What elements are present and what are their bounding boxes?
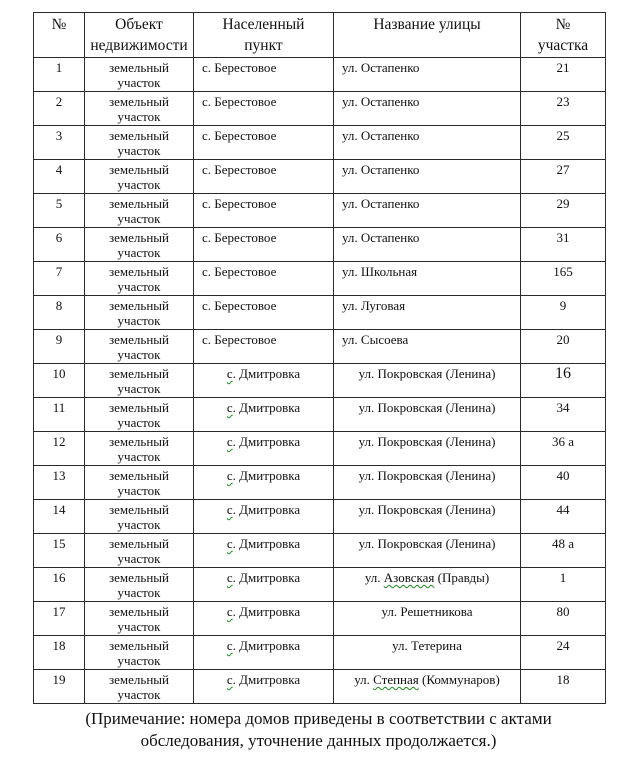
cell-street: ул. Покровская (Ленина) bbox=[334, 398, 521, 432]
table-row bbox=[34, 568, 606, 602]
spellcheck-underline: с bbox=[226, 672, 233, 687]
cell-object: земельный участок bbox=[85, 92, 194, 126]
cell-settlement: с. Дмитровка bbox=[194, 466, 334, 500]
table-row bbox=[34, 670, 606, 704]
spellcheck-underline: с bbox=[226, 604, 233, 619]
spellcheck-underline: с bbox=[226, 400, 233, 415]
cell-settlement: с. Берестовое bbox=[194, 262, 334, 296]
column-header-object: Объект недвижимости bbox=[85, 13, 194, 58]
cell-object: земельный участок bbox=[85, 568, 194, 602]
cell-settlement: с. Дмитровка bbox=[194, 670, 334, 704]
cell-object: земельный участок bbox=[85, 466, 194, 500]
cell-settlement: с. Дмитровка bbox=[194, 534, 334, 568]
column-header-plot: № участка bbox=[521, 13, 606, 58]
cell-plot: 44 bbox=[521, 500, 606, 534]
cell-settlement: с. Дмитровка bbox=[194, 568, 334, 602]
footnote-line-1: (Примечание: номера домов приведены в соответствии с актами bbox=[85, 709, 552, 728]
table-row bbox=[34, 126, 606, 160]
cell-number: 2 bbox=[34, 92, 85, 126]
cell-plot: 48 а bbox=[521, 534, 606, 568]
cell-street: ул. Тетерина bbox=[334, 636, 521, 670]
table-row bbox=[34, 228, 606, 262]
cell-number: 16 bbox=[34, 568, 85, 602]
cell-object: земельный участок bbox=[85, 330, 194, 364]
table-row bbox=[34, 602, 606, 636]
cell-plot: 24 bbox=[521, 636, 606, 670]
cell-street: ул. Покровская (Ленина) bbox=[334, 534, 521, 568]
table-row bbox=[34, 330, 606, 364]
cell-object: земельный участок bbox=[85, 398, 194, 432]
table-row bbox=[34, 636, 606, 670]
cell-settlement: с. Дмитровка bbox=[194, 636, 334, 670]
column-header-number: № bbox=[34, 13, 85, 58]
cell-object: земельный участок bbox=[85, 364, 194, 398]
cell-plot: 29 bbox=[521, 194, 606, 228]
cell-plot: 27 bbox=[521, 160, 606, 194]
cell-number: 9 bbox=[34, 330, 85, 364]
cell-number: 12 bbox=[34, 432, 85, 466]
cell-plot: 80 bbox=[521, 602, 606, 636]
cell-object: земельный участок bbox=[85, 126, 194, 160]
cell-plot: 34 bbox=[521, 398, 606, 432]
cell-object: земельный участок bbox=[85, 670, 194, 704]
cell-number: 15 bbox=[34, 534, 85, 568]
cell-street: ул. Остапенко bbox=[334, 160, 521, 194]
cell-settlement: с. Берестовое bbox=[194, 58, 334, 92]
cell-street: ул. Остапенко bbox=[334, 92, 521, 126]
cell-object: земельный участок bbox=[85, 262, 194, 296]
cell-street: ул. Остапенко bbox=[334, 194, 521, 228]
cell-plot: 23 bbox=[521, 92, 606, 126]
cell-plot: 31 bbox=[521, 228, 606, 262]
cell-street: ул. Остапенко bbox=[334, 58, 521, 92]
table-row bbox=[34, 398, 606, 432]
cell-plot: 25 bbox=[521, 126, 606, 160]
cell-street: ул. Степная (Коммунаров) bbox=[334, 670, 521, 704]
cell-street: ул. Сысоева bbox=[334, 330, 521, 364]
column-header-settlement: Населенный пункт bbox=[194, 13, 334, 58]
spellcheck-underline: с bbox=[226, 502, 233, 517]
cell-settlement: с. Берестовое bbox=[194, 228, 334, 262]
cell-settlement: с. Дмитровка bbox=[194, 602, 334, 636]
cell-plot: 40 bbox=[521, 466, 606, 500]
table-row bbox=[34, 262, 606, 296]
column-header-street: Название улицы bbox=[334, 13, 521, 58]
cell-plot: 1 bbox=[521, 568, 606, 602]
cell-number: 6 bbox=[34, 228, 85, 262]
cell-settlement: с. Берестовое bbox=[194, 194, 334, 228]
cell-object: земельный участок bbox=[85, 58, 194, 92]
cell-number: 1 bbox=[34, 58, 85, 92]
table-body bbox=[34, 58, 606, 704]
spellcheck-underline: с bbox=[226, 570, 233, 585]
cell-number: 11 bbox=[34, 398, 85, 432]
table-row bbox=[34, 296, 606, 330]
table-row bbox=[34, 432, 606, 466]
cell-number: 17 bbox=[34, 602, 85, 636]
cell-number: 13 bbox=[34, 466, 85, 500]
spellcheck-underline: Степная bbox=[373, 672, 419, 687]
table-row bbox=[34, 194, 606, 228]
cell-object: земельный участок bbox=[85, 194, 194, 228]
header-row bbox=[34, 13, 606, 58]
cell-settlement: с. Берестовое bbox=[194, 160, 334, 194]
cell-number: 3 bbox=[34, 126, 85, 160]
cell-street: ул. Решетникова bbox=[334, 602, 521, 636]
cell-street: ул. Остапенко bbox=[334, 126, 521, 160]
cell-street: ул. Азовская (Правды) bbox=[334, 568, 521, 602]
cell-settlement: с. Дмитровка bbox=[194, 364, 334, 398]
cell-street: ул. Луговая bbox=[334, 296, 521, 330]
footnote-line-2: обследования, уточнение данных продолжается.) bbox=[140, 730, 497, 750]
cell-plot: 9 bbox=[521, 296, 606, 330]
cell-street: ул. Школьная bbox=[334, 262, 521, 296]
land-plots-table bbox=[33, 12, 606, 704]
cell-number: 18 bbox=[34, 636, 85, 670]
table-row bbox=[34, 364, 606, 398]
table-row bbox=[34, 58, 606, 92]
table-header bbox=[34, 13, 606, 58]
cell-number: 19 bbox=[34, 670, 85, 704]
cell-number: 7 bbox=[34, 262, 85, 296]
spellcheck-underline: Азовская bbox=[383, 570, 435, 585]
spellcheck-underline: с bbox=[226, 638, 233, 653]
cell-street: ул. Остапенко bbox=[334, 228, 521, 262]
cell-street: ул. Покровская (Ленина) bbox=[334, 500, 521, 534]
cell-plot: 165 bbox=[521, 262, 606, 296]
table-row bbox=[34, 466, 606, 500]
cell-plot: 20 bbox=[521, 330, 606, 364]
spellcheck-underline: с bbox=[226, 366, 233, 381]
spellcheck-underline: с bbox=[226, 468, 233, 483]
spellcheck-underline: с bbox=[226, 536, 233, 551]
spellcheck-underline: с bbox=[226, 434, 233, 449]
table-row bbox=[34, 534, 606, 568]
cell-street: ул. Покровская (Ленина) bbox=[334, 466, 521, 500]
cell-settlement: с. Берестовое bbox=[194, 296, 334, 330]
cell-settlement: с. Дмитровка bbox=[194, 500, 334, 534]
cell-number: 8 bbox=[34, 296, 85, 330]
table-row bbox=[34, 92, 606, 126]
cell-object: земельный участок bbox=[85, 636, 194, 670]
cell-object: земельный участок bbox=[85, 602, 194, 636]
cell-street: ул. Покровская (Ленина) bbox=[334, 364, 521, 398]
cell-object: земельный участок bbox=[85, 432, 194, 466]
cell-settlement: с. Берестовое bbox=[194, 92, 334, 126]
cell-plot: 21 bbox=[521, 58, 606, 92]
table-row bbox=[34, 500, 606, 534]
cell-number: 4 bbox=[34, 160, 85, 194]
cell-plot: 18 bbox=[521, 670, 606, 704]
cell-settlement: с. Берестовое bbox=[194, 330, 334, 364]
cell-object: земельный участок bbox=[85, 534, 194, 568]
cell-street: ул. Покровская (Ленина) bbox=[334, 432, 521, 466]
table-row bbox=[34, 160, 606, 194]
cell-number: 5 bbox=[34, 194, 85, 228]
cell-settlement: с. Дмитровка bbox=[194, 398, 334, 432]
cell-object: земельный участок bbox=[85, 296, 194, 330]
footnote bbox=[0, 708, 637, 751]
cell-settlement: с. Берестовое bbox=[194, 126, 334, 160]
cell-number: 14 bbox=[34, 500, 85, 534]
cell-settlement: с. Дмитровка bbox=[194, 432, 334, 466]
cell-plot: 16 bbox=[521, 364, 606, 398]
cell-object: земельный участок bbox=[85, 228, 194, 262]
cell-object: земельный участок bbox=[85, 500, 194, 534]
cell-plot: 36 а bbox=[521, 432, 606, 466]
cell-object: земельный участок bbox=[85, 160, 194, 194]
cell-number: 10 bbox=[34, 364, 85, 398]
